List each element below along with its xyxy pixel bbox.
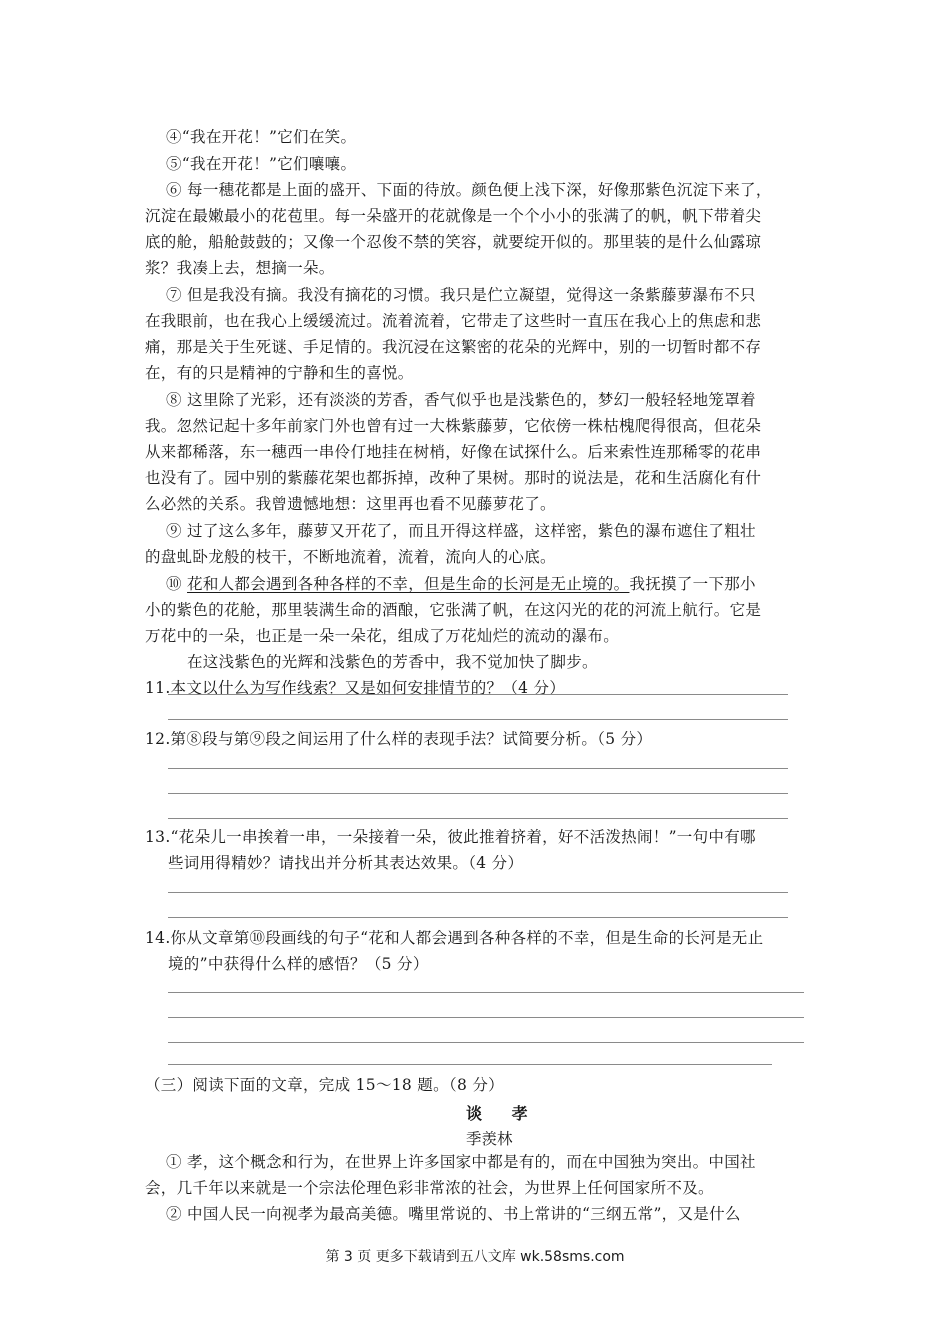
question-12: 12.第⑧段与第⑨段之间运用了什么样的表现手法？试简要分析。（5 分）: [145, 730, 653, 748]
answer-line[interactable]: [168, 1064, 772, 1065]
paragraph-4: ④“我在开花！”它们在笑。: [166, 128, 357, 146]
paragraph-6-line: 底的舱，船舱鼓鼓的；又像一个忍俊不禁的笑容，就要绽开似的。那里装的是什么仙露琼: [145, 233, 762, 251]
paragraph-9-line: ⑨ 过了这么多年，藤萝又开花了，而且开得这样盛，这样密，紫色的瀑布遮住了粗壮: [166, 522, 756, 540]
article-author: 季羡林: [466, 1130, 513, 1148]
paragraph-5: ⑤“我在开花！”它们嚷嚷。: [166, 155, 357, 173]
paragraph-8-line: 从来都稀落，东一穗西一串伶仃地挂在树梢，好像在试探什么。后来索性连那稀零的花串: [145, 443, 762, 461]
answer-line[interactable]: [168, 992, 804, 993]
answer-line[interactable]: [168, 892, 788, 893]
answer-line[interactable]: [168, 917, 788, 918]
section-3-intro: （三）阅读下面的文章，完成 15～18 题。（8 分）: [145, 1076, 504, 1094]
paragraph-8-line: ⑧ 这里除了光彩，还有淡淡的芳香，香气似乎也是浅紫色的，梦幻一般轻轻地笼罩着: [166, 391, 756, 409]
paragraph-6-line: ⑥ 每一穗花都是上面的盛开、下面的待放。颜色便上浅下深，好像那紫色沉淀下来了，: [166, 181, 772, 199]
question-14-line: 14.你从文章第⑩段画线的句子“花和人都会遇到各种各样的不幸，但是生命的长河是无止: [145, 929, 764, 947]
paragraph-7-line: 在我眼前，也在我心上缓缓流过。流着流着，它带走了这些时一直压在我心上的焦虑和悲: [145, 312, 762, 330]
paragraph-8-line: 我。忽然记起十多年前家门外也曾有过一大株紫藤萝，它依傍一株枯槐爬得很高，但花朵: [145, 417, 762, 435]
article-paragraph-2-line: ② 中国人民一向视孝为最高美德。嘴里常说的、书上常讲的“三纲五常”，又是什么: [166, 1205, 741, 1223]
article-paragraph-1-line: 会，几千年以来就是一个宗法伦理色彩非常浓的社会，为世界上任何国家所不及。: [145, 1179, 714, 1197]
paragraph-10-number: ⑩: [166, 575, 188, 593]
question-13-line: 些词用得精妙？请找出并分析其表达效果。（4 分）: [168, 854, 524, 872]
paragraph-9-line: 的盘虬卧龙般的枝干，不断地流着，流着，流向人的心底。: [145, 548, 556, 566]
question-14-line: 境的”中获得什么样的感悟？（5 分）: [168, 955, 429, 973]
underlined-sentence: 花和人都会遇到各种各样的不幸，但是生命的长河是无止境的。: [187, 575, 630, 593]
answer-line[interactable]: [168, 793, 788, 794]
paragraph-10-line: 万花中的一朵，也正是一朵一朵花，组成了万花灿烂的流动的瀑布。: [145, 627, 620, 645]
paragraph-10-text: 我抚摸了一下那小: [629, 575, 756, 593]
answer-line[interactable]: [168, 694, 788, 695]
answer-line[interactable]: [168, 1042, 804, 1043]
answer-line[interactable]: [168, 719, 788, 720]
paragraph-10-line: [166, 574, 756, 594]
paragraph-8-line: 么必然的关系。我曾遗憾地想：这里再也看不见藤萝花了。: [145, 495, 556, 513]
answer-line[interactable]: [168, 818, 788, 819]
article-paragraph-1-line: ① 孝，这个概念和行为，在世界上许多国家中都是有的，而在中国独为突出。中国社: [166, 1153, 756, 1171]
paragraph-8-line: 也没有了。园中别的紫藤花架也都拆掉，改种了果树。那时的说法是，花和生活腐化有什: [145, 469, 762, 487]
paragraph-7-line: 痛，那是关于生死谜、手足情的。我沉浸在这繁密的花朵的光辉中，别的一切暂时都不存: [145, 338, 762, 356]
paragraph-7-line: ⑦ 但是我没有摘。我没有摘花的习惯。我只是伫立凝望，觉得这一条紫藤萝瀑布不只: [166, 286, 756, 304]
answer-line[interactable]: [168, 768, 788, 769]
paragraph-10-line: 小的紫色的花舱，那里装满生命的酒酿，它张满了帆，在这闪光的花的河流上航行。它是: [145, 601, 762, 619]
question-11: 11.本文以什么为写作线索？又是如何安排情节的？（4 分）: [145, 679, 566, 697]
paragraph-6-line: 浆？我凑上去，想摘一朵。: [145, 259, 335, 277]
question-13-line: 13.“花朵儿一串挨着一串，一朵接着一朵，彼此推着挤着，好不活泼热闹！”一句中有哪: [145, 828, 756, 846]
page-footer: 第 3 页 更多下载请到五八文库 wk.58sms.com: [325, 1249, 625, 1265]
paragraph-6-line: 沉淀在最嫩最小的花苞里。每一朵盛开的花就像是一个个小小的张满了的帆，帆下带着尖: [145, 207, 762, 225]
answer-line[interactable]: [168, 1017, 804, 1018]
closing-paragraph: 在这浅紫色的光辉和浅紫色的芳香中，我不觉加快了脚步。: [187, 653, 598, 671]
paragraph-7-line: 在，有的只是精神的宁静和生的喜悦。: [145, 364, 414, 382]
article-title: 谈 孝: [466, 1104, 540, 1123]
